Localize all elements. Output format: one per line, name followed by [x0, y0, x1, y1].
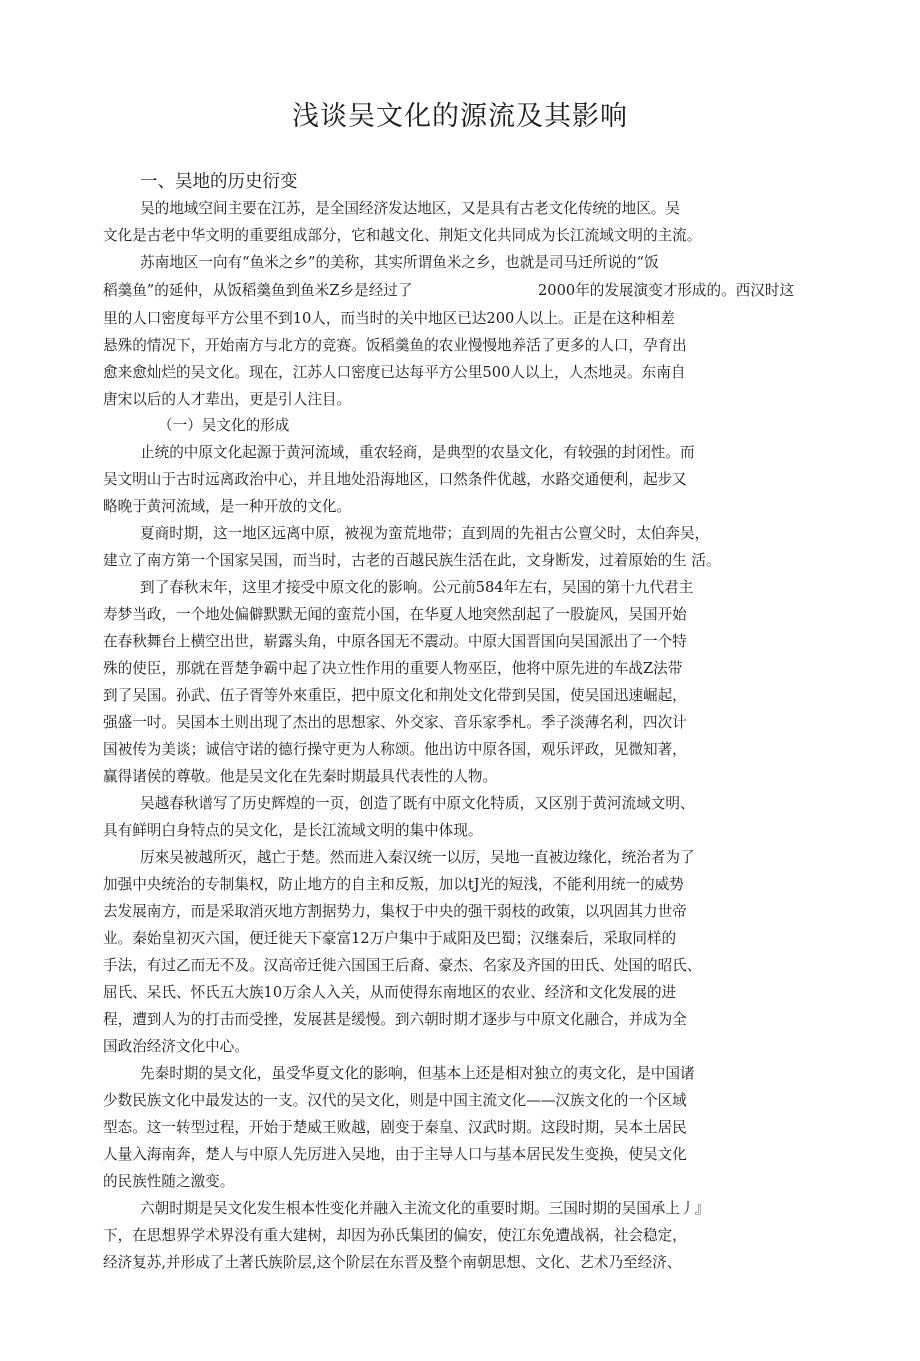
text-line: 去发展南方，而是采取消灭地方割据势力，集权于中央的强干弱枝的政策，以巩固其力世帝 [103, 903, 687, 920]
text-line: 强盛一吋。吴国本土则出现了杰出的思想家、外交家、音乐家季札。季子淡薄名利，四次计 [103, 714, 687, 731]
text-line: 夏商时期，这一地区远离中原，被视为蛮荒地带；直到周的先祖古公亶父时，太伯奔吴， [140, 525, 710, 542]
subsection-heading: （一）吴文化的形成 [158, 417, 290, 434]
text-line: 吴的地域空间主要在江苏，是全国经济发达地区，又是具有古老文化传统的地区。吴 [140, 200, 680, 217]
text-line: 的民族性随之激变。 [103, 1173, 235, 1190]
text-line: 型态。这一转型过程，开始于楚威王败越，剧变于秦皇、汉武时期。这段时期，吴本土居民 [103, 1119, 687, 1136]
text-line: 唐宋以后的人才辈出，更是引人注目。 [103, 391, 352, 408]
text-line: 国被传为美谈；诚信守诺的德行操守更为人称颂。他出访中原各国，观乐评政，见微知著， [103, 741, 687, 758]
text-line: 屈氏、呆氏、怀氏五大族10万余人入关，从而使得东南地区的农业、经济和文化发展的进 [103, 984, 677, 1001]
text-line: 苏南地区一向有“鱼米之乡”的美称，其实所谓鱼米之乡，也就是司马迁所说的“饭 [140, 254, 659, 271]
text-line: 愈来愈灿烂的吴文化。现在，江苏人口密度已达每平方公里500人以上，人杰地灵。东南自 [103, 364, 686, 381]
section-heading: 一、吴地的历史衍变 [140, 172, 298, 192]
text-line: 人量入海南奔，楚人与中原人先厉进入吴地，由于主导人口与基本居民发生变换，使吴文化 [103, 1146, 687, 1163]
text-line: 六朝时期是吴文化发生根本性变化并融入主流文化的重要时期。三国时期的吴国承上丿』 [140, 1200, 710, 1217]
text-line: 吴文明山于古时远离政治中心，并且地处沿海地区，口然条件优越，水路交通便利，起步又 [103, 471, 687, 488]
text-line: 国政治经济文化中心。 [103, 1038, 249, 1055]
text-line: 加强中央统治的专制集权，防止地方的自主和反叛，加以tJ光的短浅，不能利用统一的威势 [103, 876, 684, 893]
text-line: 厉來吴被越所灭，越亡于楚。然而进入秦汉统一以厉，吴地一直被边缘化，统治者为了 [140, 849, 695, 866]
text-line: 稻羹鱼”的延仲，从饭稻羹鱼到鱼米Z乡是经过了 [103, 282, 413, 299]
text-line: 业。秦始皇初灭六国，便迁徙天下豪富12万户集中于咸阳及巴蜀；汉继秦后，采取同样的 [103, 930, 677, 947]
text-line: 里的人口密度每平方公里不到10人，而当时的关中地区已达200人以上。正是在这种相差 [103, 310, 675, 327]
text-line: 手法，有过乙而无不及。汉高帝迁徙六国国王后裔、豪杰、名家及齐国的田氏、处国的昭氏、 [103, 957, 702, 974]
document-title: 浅谈吴文化的源流及其影响 [292, 101, 628, 132]
text-line: 赢得诸侯的尊敬。他是吴文化在先秦时期最具代表性的人物。 [103, 768, 498, 785]
text-line: 经济复苏,并形成了土著氏族阶层,这个阶层在东晋及整个南朝思想、文化、艺术乃至经济、 [103, 1254, 682, 1271]
text-line: 具有鲜明白身特点的吴文化，是长江流域文明的集中体现。 [103, 822, 483, 839]
text-line: 建立了南方第一个国家吴国，而当时，古老的百越民族生活在此，文身断发，过着原始的生 活。 [103, 552, 721, 569]
text-line: 少数民族文化中最发达的一支。汉代的吴文化，则是中国主流文化——汉族文化的一个区域 [103, 1092, 687, 1109]
text-line: 文化是古老中华文明的重要组成部分，它和越文化、荆矩文化共同成为长江流域文明的主流。 [103, 227, 702, 244]
text-line: 先秦时期的昊文化，虽受华夏文化的影响，但基本上还是相对独立的夷文化，是中国诸 [140, 1065, 695, 1082]
text-line: 到了吴国。孙武、伍子胥等外來重臣，把中原文化和荆处文化带到吴国，使吴国迅速崛起， [103, 687, 687, 704]
text-line: 在春秋舞台上横空出世，崭露头角，中原各国无不震动。中原大国晋国向吴国派出了一个特 [103, 633, 687, 650]
text-line: 悬殊的情况下，开始南方与北方的竞赛。饭稻羹鱼的农业慢慢地养活了更多的人口，孕育出 [103, 337, 687, 354]
text-line: 寿梦当政，一个地处偏僻默默无闻的蛮荒小国，在华夏人地突然刮起了一股旋风，吴国开始 [103, 606, 687, 623]
text-line: 略晚于黄河流域，是一种开放的文化。 [103, 498, 352, 515]
text-line: 下，在思想界学术界没有重大建树，却因为孙氏集团的偏安，使江东免遭战祸，社会稳定， [103, 1227, 687, 1244]
text-line: 程，遭到人为的打击而受挫，发展甚是缓慢。到六朝时期才逐步与中原文化融合，并成为全 [103, 1011, 687, 1028]
text-line: 到了春秋末年，这里才接受中原文化的影响。公元前584年左右，吴国的第十九代君主 [140, 579, 694, 596]
text-line: 2000年的发展演变才形成的。西汉时这 [538, 282, 795, 299]
text-line: 吴越春秋谱写了历史辉煌的一页，创造了既有中原文化特质，又区别于黄河流域文明、 [140, 795, 695, 812]
text-line: 殊的使臣，那就在晋楚争霸中起了决立性作用的重要人物巫臣，他将中原先进的车战Z法带 [103, 660, 683, 677]
text-line: 止统的中原文化起源于黄河流域，重农轻商，是典型的农垦文化，有较强的封闭性。而 [140, 444, 695, 461]
